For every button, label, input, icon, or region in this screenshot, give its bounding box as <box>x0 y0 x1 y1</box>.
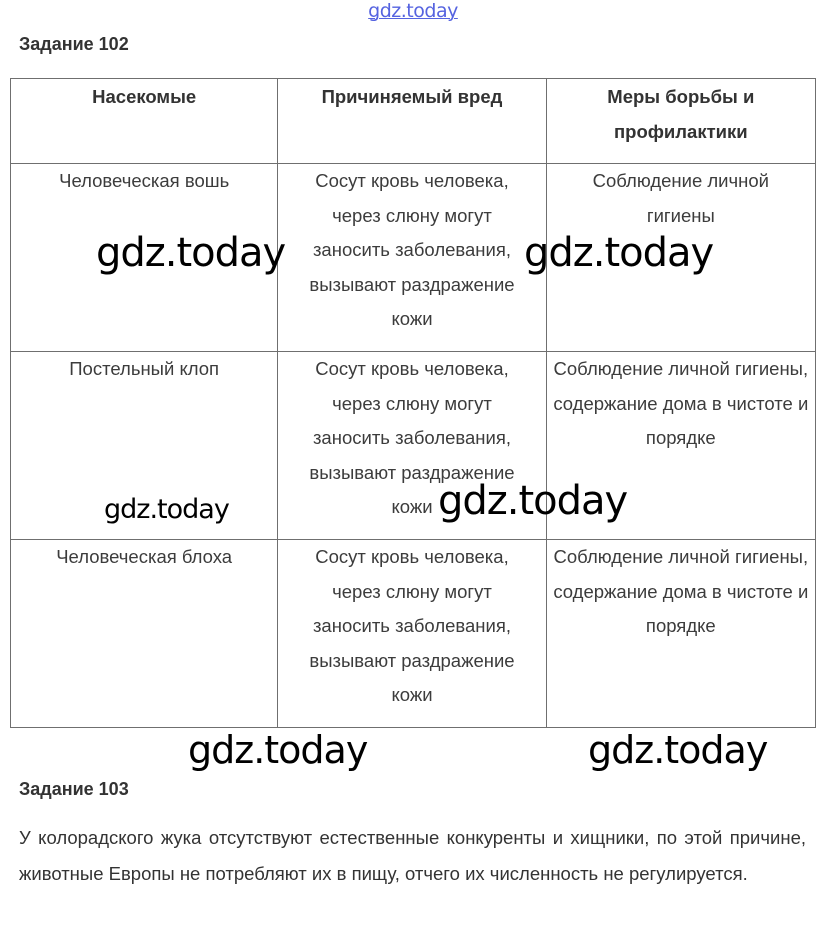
watermark: gdz.today <box>588 728 768 772</box>
cell-harm <box>278 540 546 728</box>
cell-harm-text: Сосут кровь человека, через слюну могут заносить заболевания, вызывают раздражение кожи <box>309 546 515 706</box>
header-insects: Насекомые <box>11 79 278 164</box>
cell-insect: Человеческая блоха <box>11 540 278 728</box>
watermark: gdz.today <box>96 230 286 276</box>
site-watermark-top: gdz.today <box>368 0 458 22</box>
task-102-title: Задание 102 <box>19 34 129 54</box>
cell-harm <box>278 164 546 352</box>
cell-measures-text: Соблюдение личной гигиены, содержание дома в чистоте и порядке <box>553 546 809 637</box>
watermark: gdz.today <box>438 478 628 524</box>
task-103-title: Задание 103 <box>19 779 129 799</box>
cell-measures <box>546 540 815 728</box>
insects-table <box>10 78 816 728</box>
cell-measures-text: Соблюдение личной гигиены, содержание дома в чистоте и порядке <box>553 358 809 449</box>
cell-insect: Постельный клоп <box>11 352 278 540</box>
watermark: gdz.today <box>188 728 368 772</box>
task-103-answer: У колорадского жука отсутствуют естественные конкуренты и хищники, по этой причине, животные Европы не потребляют их в пищу, отчего их численность не регулируется. <box>19 827 806 884</box>
table-header-row <box>11 79 816 164</box>
header-measures-label: Меры борьбы и профилактики <box>607 86 755 142</box>
cell-harm-text: Сосут кровь человека, через слюну могут заносить заболевания, вызывают раздражение кожи <box>309 170 515 330</box>
header-harm: Причиняемый вред <box>278 79 546 164</box>
cell-measures-text: Соблюдение личной гигиены <box>592 170 769 226</box>
watermark: gdz.today <box>104 494 229 525</box>
header-measures <box>546 79 815 164</box>
cell-harm-text: Сосут кровь человека, через слюну могут заносить заболевания, вызывают раздражение кожи <box>309 358 515 518</box>
table-row <box>11 540 816 728</box>
watermark: gdz.today <box>524 230 714 276</box>
cell-insect: Человеческая вошь <box>11 164 278 352</box>
